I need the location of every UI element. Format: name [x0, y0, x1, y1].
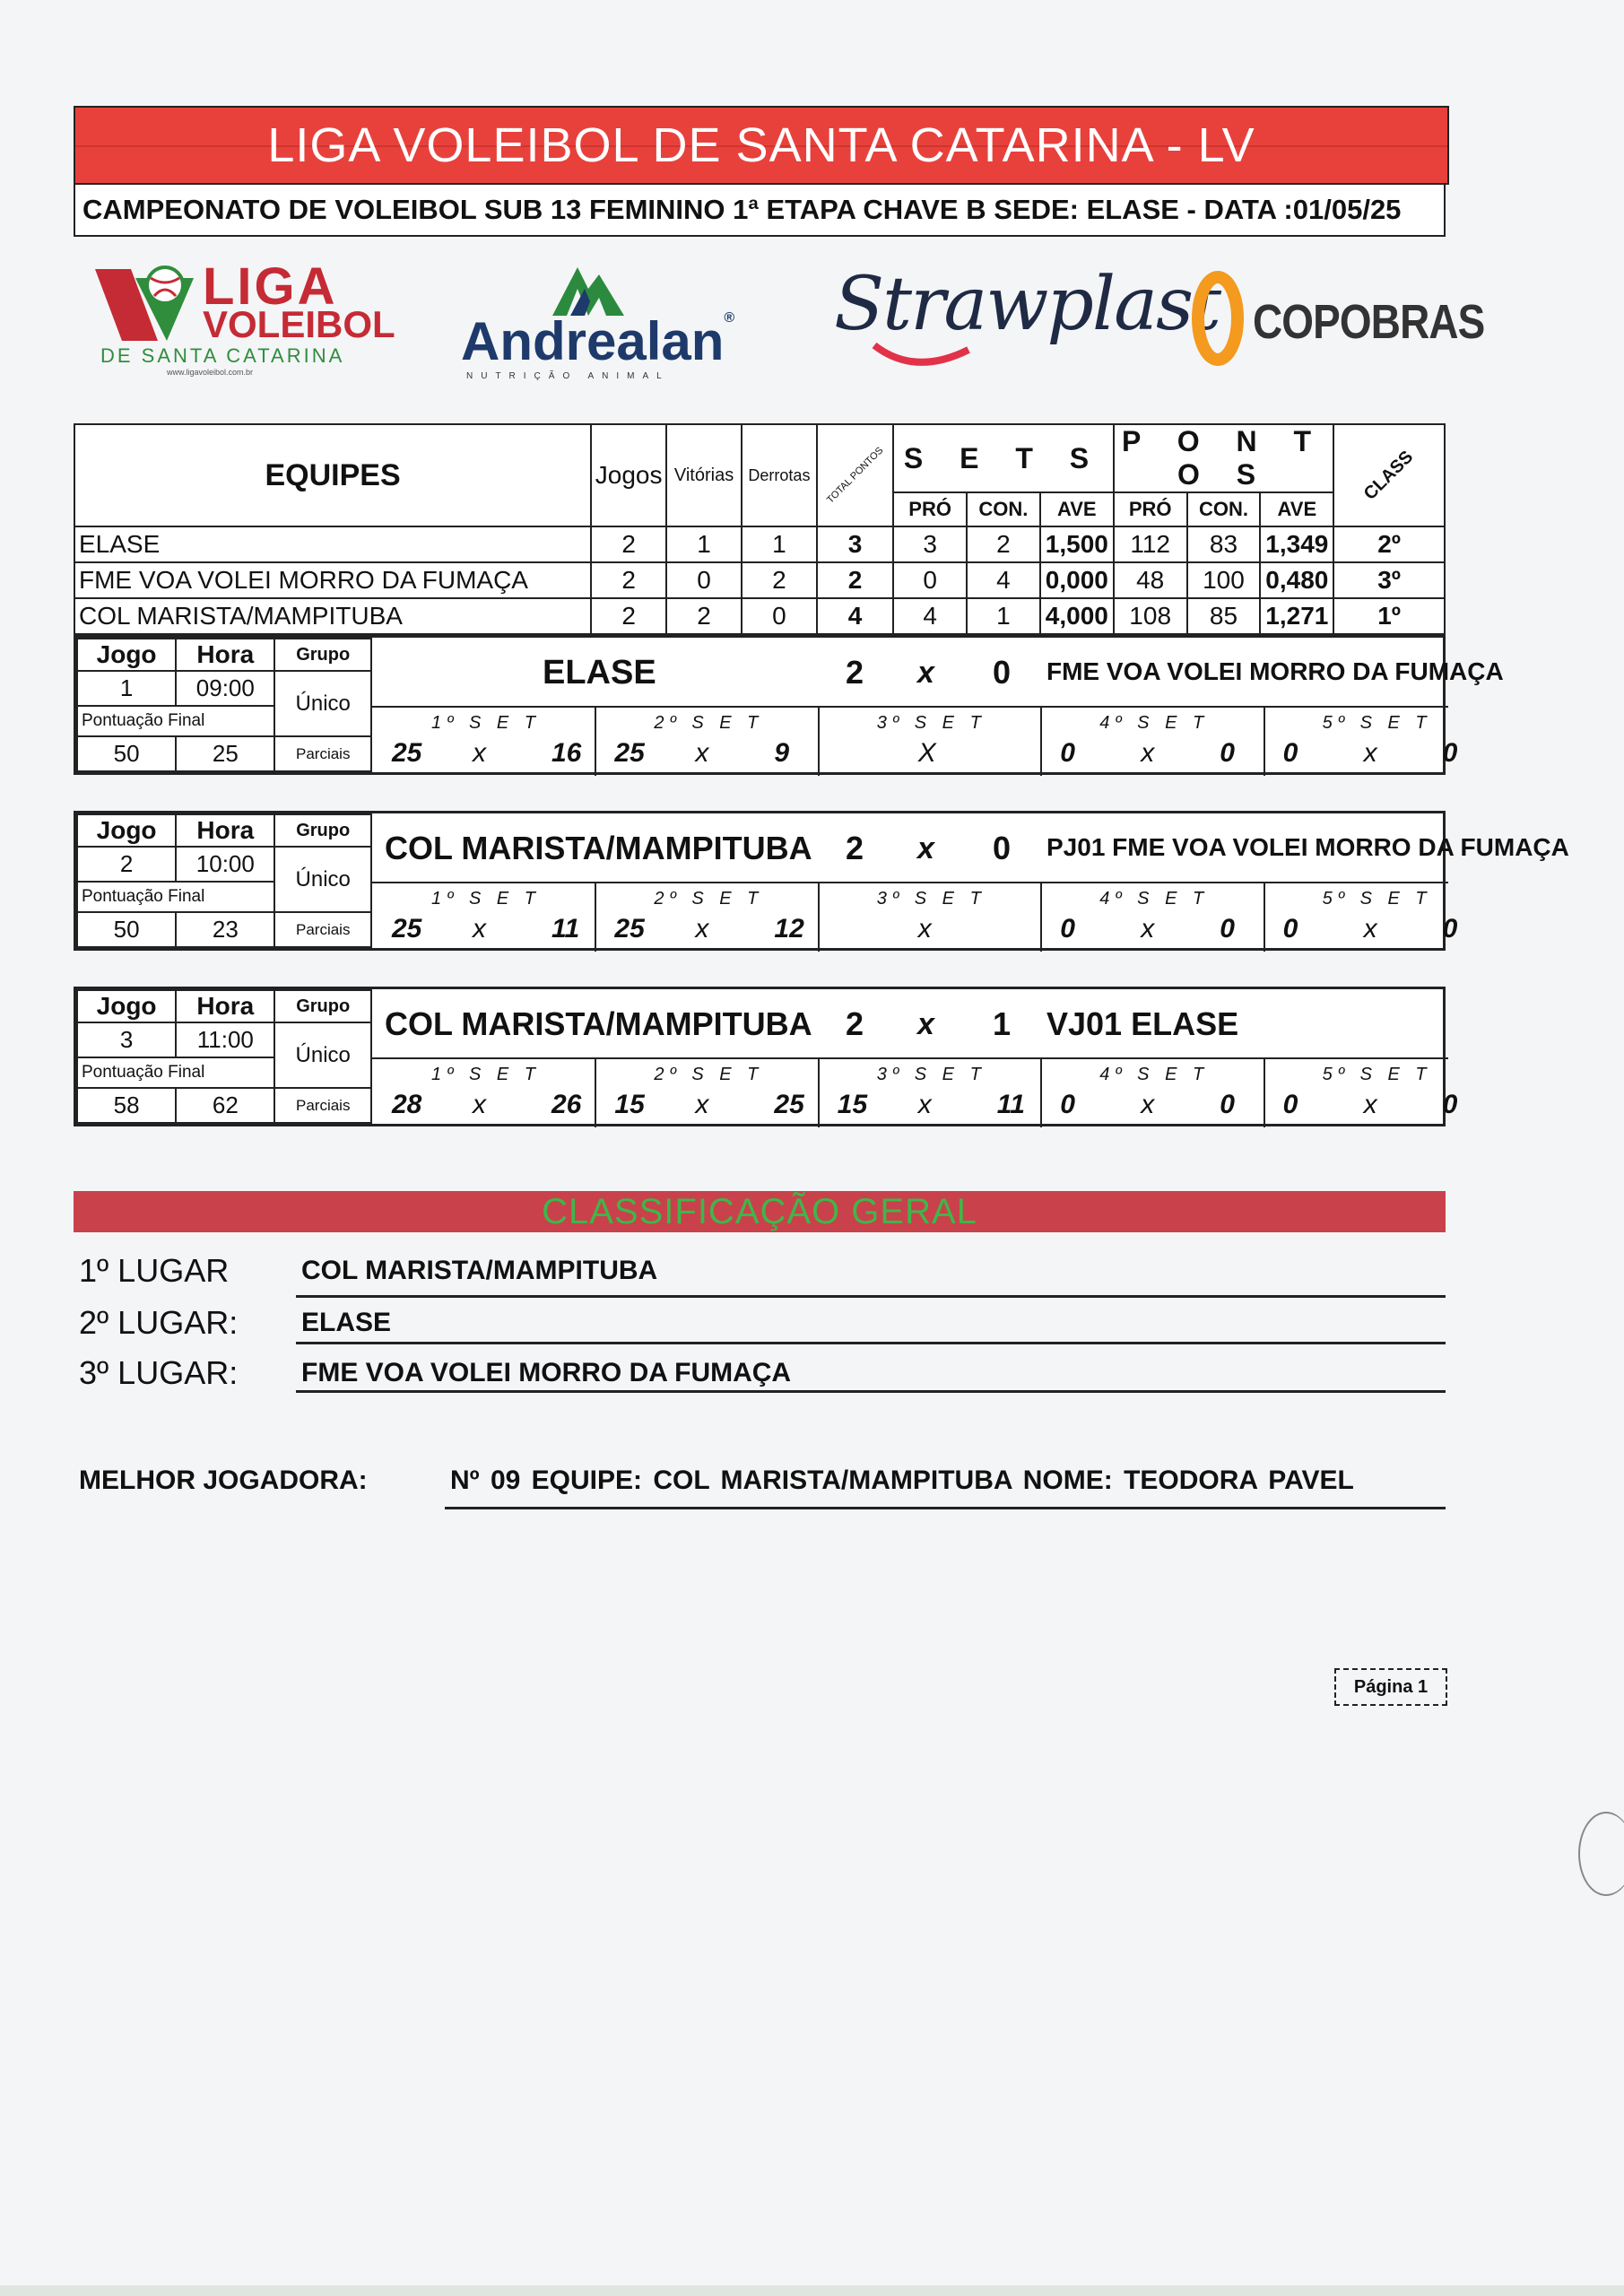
- header-jogos: Jogos: [591, 424, 666, 526]
- league-title: LIGA VOLEIBOL DE SANTA CATARINA - LV: [267, 118, 1255, 172]
- set-column-divider: [818, 882, 820, 952]
- hora-label: Hora: [176, 639, 274, 671]
- class-position: 1º: [1333, 598, 1445, 634]
- set-label: 1º S E T: [431, 713, 541, 733]
- final-score-a: 50: [77, 736, 176, 771]
- copobras-name: COPOBRAS: [1253, 295, 1485, 349]
- sets-won-b: 0: [993, 654, 1012, 691]
- team-a-name: COL MARISTA/MAMPITUBA: [385, 1005, 812, 1042]
- jogos: 2: [591, 598, 666, 634]
- set-label: 1º S E T: [431, 889, 541, 909]
- set-score-a: 25: [614, 914, 645, 944]
- jogo-number: 2: [77, 847, 176, 882]
- jogo-label: Jogo: [77, 814, 176, 847]
- set-label: 4º S E T: [1099, 713, 1210, 733]
- pts-pro: 108: [1114, 598, 1187, 634]
- hora-value: 09:00: [176, 671, 274, 706]
- set-score-b: 26: [551, 1090, 582, 1119]
- set-score-a: 28: [392, 1090, 422, 1119]
- set-x: x: [1141, 1090, 1155, 1119]
- game-block: [74, 635, 1504, 775]
- scan-bottom-edge: [0, 2285, 1624, 2296]
- sets-ave: 1,500: [1040, 526, 1114, 562]
- set-score-b: 11: [551, 914, 580, 944]
- set-label: 4º S E T: [1099, 1065, 1210, 1084]
- total-pontos: 2: [817, 562, 893, 598]
- set-score-b: 0: [1220, 1090, 1235, 1119]
- team-b-name: VJ01 ELASE: [1046, 1005, 1239, 1042]
- set-column-divider: [818, 1057, 820, 1127]
- place-team-3: FME VOA VOLEI MORRO DA FUMAÇA: [301, 1358, 792, 1387]
- classificacao-title-bar: [74, 1191, 1446, 1232]
- melhor-underline: [445, 1507, 1446, 1509]
- parciais-label: Parciais: [274, 912, 371, 947]
- place-label-3: 3º LUGAR:: [79, 1354, 239, 1391]
- liga-logo-line4: www.ligavoleibol.com.br: [167, 368, 254, 377]
- strawplast-swoosh-icon: [870, 341, 977, 377]
- set-score-a: 25: [614, 738, 645, 768]
- grupo-label: Grupo: [274, 639, 371, 671]
- sets-pro: 0: [893, 562, 967, 598]
- derrotas: 2: [742, 562, 817, 598]
- grupo-label: Grupo: [274, 990, 371, 1022]
- andrealan-tagline: NUTRIÇÃO ANIMAL: [466, 371, 670, 381]
- final-score-b: 23: [176, 912, 274, 947]
- header-equipes: EQUIPES: [74, 424, 591, 526]
- versus-x: x: [917, 656, 934, 690]
- pts-con: 83: [1187, 526, 1261, 562]
- league-title-banner: [74, 106, 1449, 185]
- set-x: x: [917, 1090, 932, 1119]
- sets-won-a: 2: [846, 1005, 864, 1042]
- set-x: x: [473, 738, 486, 768]
- header-sets: S E T S: [893, 424, 1114, 492]
- game-info-table: [76, 638, 372, 772]
- pts-con: 100: [1187, 562, 1261, 598]
- set-score-b: 0: [1442, 1090, 1458, 1119]
- set-score-a: 15: [837, 1090, 868, 1119]
- header-class: [1333, 424, 1445, 526]
- sets-pro: 4: [893, 598, 967, 634]
- game-block: [74, 987, 1458, 1126]
- liga-voleibol-logo: [95, 257, 395, 377]
- melhor-jogadora-value: Nº 09 EQUIPE: COL MARISTA/MAMPITUBA NOME: TEODORA PAVEL: [450, 1465, 1354, 1495]
- strawplast-logo: [834, 253, 1220, 378]
- copobras-cup-icon: [1188, 269, 1247, 368]
- set-score-a: 0: [1060, 914, 1075, 944]
- set-column-divider: [1264, 882, 1265, 952]
- set-label: 5º S E T: [1322, 1065, 1432, 1084]
- set-label: 4º S E T: [1099, 889, 1210, 909]
- pts-ave: 0,480: [1260, 562, 1333, 598]
- final-score-b: 62: [176, 1088, 274, 1123]
- set-label: 2º S E T: [654, 889, 764, 909]
- set-x: x: [1141, 738, 1155, 768]
- grupo-value: Único: [274, 671, 371, 736]
- set-score-a: 0: [1060, 738, 1075, 768]
- game-info-table: [76, 989, 372, 1124]
- set-x: x: [695, 738, 709, 768]
- set-x: x: [695, 914, 709, 944]
- andrealan-reg: ®: [724, 310, 735, 326]
- set-label: 2º S E T: [654, 713, 764, 733]
- pontuacao-final-label: Pontuação Final: [77, 1057, 274, 1088]
- pontuacao-final-label: Pontuação Final: [77, 706, 274, 736]
- hora-value: 10:00: [176, 847, 274, 882]
- set-x: X: [917, 738, 936, 768]
- set-score-b: 25: [774, 1090, 804, 1119]
- header-pts-ave: AVE: [1260, 492, 1333, 526]
- pontuacao-final-label: Pontuação Final: [77, 882, 274, 912]
- set-label: 3º S E T: [876, 713, 986, 733]
- sets-con: 4: [967, 562, 1040, 598]
- set-label: 5º S E T: [1322, 889, 1432, 909]
- team-a-name: COL MARISTA/MAMPITUBA: [385, 830, 812, 866]
- set-x: x: [473, 1090, 486, 1119]
- set-label: 3º S E T: [876, 1065, 986, 1084]
- sets-won-a: 2: [846, 830, 864, 866]
- place-team-1: COL MARISTA/MAMPITUBA: [301, 1256, 658, 1285]
- set-column-divider: [595, 706, 596, 776]
- pts-con: 85: [1187, 598, 1261, 634]
- set-column-divider: [1264, 706, 1265, 776]
- header-pts-pro: PRÓ: [1114, 492, 1187, 526]
- place-label-2: 2º LUGAR:: [79, 1304, 239, 1341]
- liga-logo-line3: DE SANTA CATARINA: [100, 344, 345, 367]
- liga-logo-line1: LIGA: [203, 257, 338, 316]
- header-pts-con: CON.: [1187, 492, 1261, 526]
- set-column-divider: [818, 706, 820, 776]
- header-sets-con: CON.: [967, 492, 1040, 526]
- set-x: x: [1363, 1090, 1377, 1119]
- header-class-text: CLASS: [1360, 446, 1418, 504]
- jogo-number: 1: [77, 671, 176, 706]
- set-x: x: [473, 914, 486, 944]
- page-number: Página 1: [1334, 1668, 1447, 1706]
- set-score-b: 0: [1220, 738, 1235, 768]
- final-score-a: 50: [77, 912, 176, 947]
- jogo-label: Jogo: [77, 639, 176, 671]
- set-score-a: 25: [392, 914, 422, 944]
- standings-row: [74, 598, 1445, 634]
- sets-ave: 0,000: [1040, 562, 1114, 598]
- vitorias: 0: [666, 562, 742, 598]
- derrotas: 0: [742, 598, 817, 634]
- sets-con: 2: [967, 526, 1040, 562]
- melhor-jogadora-label: MELHOR JOGADORA:: [79, 1465, 368, 1495]
- set-score-b: 12: [774, 914, 804, 944]
- hora-label: Hora: [176, 990, 274, 1022]
- game-block: [74, 811, 1569, 951]
- set-column-divider: [1040, 882, 1042, 952]
- hora-label: Hora: [176, 814, 274, 847]
- set-score-b: 0: [1442, 738, 1458, 768]
- final-score-a: 58: [77, 1088, 176, 1123]
- versus-x: x: [917, 1007, 934, 1041]
- total-pontos: 4: [817, 598, 893, 634]
- header-vitorias: Vitórias: [666, 424, 742, 526]
- set-column-divider: [595, 882, 596, 952]
- set-column-divider: [595, 1057, 596, 1127]
- team-name: COL MARISTA/MAMPITUBA: [74, 598, 591, 634]
- class-position: 2º: [1333, 526, 1445, 562]
- vitorias: 1: [666, 526, 742, 562]
- score-divider: [372, 882, 1448, 883]
- place-label-1: 1º LUGAR: [79, 1252, 230, 1289]
- derrotas: 1: [742, 526, 817, 562]
- jogos: 2: [591, 526, 666, 562]
- championship-subtitle: CAMPEONATO DE VOLEIBOL SUB 13 FEMININO 1ª ETAPA CHAVE B SEDE: ELASE - DATA :01/05/25: [74, 183, 1446, 237]
- sets-won-b: 0: [993, 830, 1012, 866]
- header-pontos: P O N T O S: [1114, 424, 1334, 492]
- set-score-b: 16: [551, 738, 582, 768]
- set-x: x: [1363, 914, 1377, 944]
- copobras-logo: [1188, 269, 1485, 377]
- score-divider: [372, 1057, 1448, 1059]
- set-score-b: 0: [1442, 914, 1458, 944]
- classificacao-title: CLASSIFICAÇÃO GERAL: [542, 1191, 977, 1231]
- set-score-a: 0: [1282, 738, 1298, 768]
- set-score-a: 0: [1060, 1090, 1075, 1119]
- set-score-b: 0: [1220, 914, 1235, 944]
- set-label: 2º S E T: [654, 1065, 764, 1084]
- pts-ave: 1,349: [1260, 526, 1333, 562]
- team-name: ELASE: [74, 526, 591, 562]
- set-column-divider: [1040, 1057, 1042, 1127]
- strawplast-name: Strawplast: [834, 262, 1220, 347]
- game-info-table: [76, 813, 372, 948]
- andrealan-name: [461, 310, 734, 372]
- team-b-name: PJ01 FME VOA VOLEI MORRO DA FUMAÇA: [1046, 833, 1569, 861]
- set-score-a: 0: [1282, 1090, 1298, 1119]
- jogos: 2: [591, 562, 666, 598]
- final-score-b: 25: [176, 736, 274, 771]
- match-score-row: [372, 638, 1504, 704]
- team-b-name: FME VOA VOLEI MORRO DA FUMAÇA: [1046, 657, 1504, 685]
- grupo-value: Único: [274, 847, 371, 912]
- parciais-label: Parciais: [274, 1088, 371, 1123]
- pts-ave: 1,271: [1260, 598, 1333, 634]
- set-score-b: 11: [996, 1090, 1025, 1119]
- liga-volleyball-icon: [95, 260, 194, 350]
- place-underline-2: [296, 1342, 1446, 1344]
- set-score-b: 9: [774, 738, 790, 768]
- header-sets-pro: PRÓ: [893, 492, 967, 526]
- team-a-name: ELASE: [543, 654, 656, 691]
- standings-row: [74, 562, 1445, 598]
- set-x: x: [695, 1090, 709, 1119]
- andrealan-logo: [461, 260, 735, 381]
- hora-value: 11:00: [176, 1022, 274, 1057]
- versus-x: x: [917, 831, 934, 865]
- team-name: FME VOA VOLEI MORRO DA FUMAÇA: [74, 562, 591, 598]
- standings-table: [74, 423, 1446, 635]
- class-position: 3º: [1333, 562, 1445, 598]
- vitorias: 2: [666, 598, 742, 634]
- header-total-pontos-text: TOTAL PONTOS: [824, 445, 886, 506]
- parciais-label: Parciais: [274, 736, 371, 771]
- set-label: 3º S E T: [876, 889, 986, 909]
- place-team-2: ELASE: [301, 1308, 392, 1337]
- match-score-row: [372, 813, 1569, 880]
- liga-logo-line2: VOLEIBOL: [203, 303, 395, 345]
- sets-won-b: 1: [993, 1005, 1012, 1042]
- set-label: 5º S E T: [1322, 713, 1432, 733]
- grupo-value: Único: [274, 1022, 371, 1088]
- jogo-number: 3: [77, 1022, 176, 1057]
- header-derrotas: Derrotas: [742, 424, 817, 526]
- sets-won-a: 2: [846, 654, 864, 691]
- set-score-a: 15: [614, 1090, 645, 1119]
- sets-ave: 4,000: [1040, 598, 1114, 634]
- match-score-row: [372, 989, 1448, 1056]
- andrealan-name-text: Andrealan: [461, 311, 725, 371]
- total-pontos: 3: [817, 526, 893, 562]
- set-x: x: [1363, 738, 1377, 768]
- place-underline-3: [296, 1390, 1446, 1393]
- grupo-label: Grupo: [274, 814, 371, 847]
- set-label: 1º S E T: [431, 1065, 541, 1084]
- sets-pro: 3: [893, 526, 967, 562]
- standings-row: [74, 526, 1445, 562]
- set-column-divider: [1264, 1057, 1265, 1127]
- header-total-pontos: [817, 424, 893, 526]
- place-underline-1: [296, 1295, 1446, 1298]
- score-divider: [372, 706, 1448, 708]
- set-column-divider: [1040, 706, 1042, 776]
- pts-pro: 112: [1114, 526, 1187, 562]
- header-sets-ave: AVE: [1040, 492, 1114, 526]
- sets-con: 1: [967, 598, 1040, 634]
- set-x: x: [1141, 914, 1155, 944]
- jogo-label: Jogo: [77, 990, 176, 1022]
- scan-edge-mark: [1578, 1812, 1624, 1896]
- set-score-a: 25: [392, 738, 422, 768]
- set-x: x: [917, 914, 932, 944]
- pts-pro: 48: [1114, 562, 1187, 598]
- set-score-a: 0: [1282, 914, 1298, 944]
